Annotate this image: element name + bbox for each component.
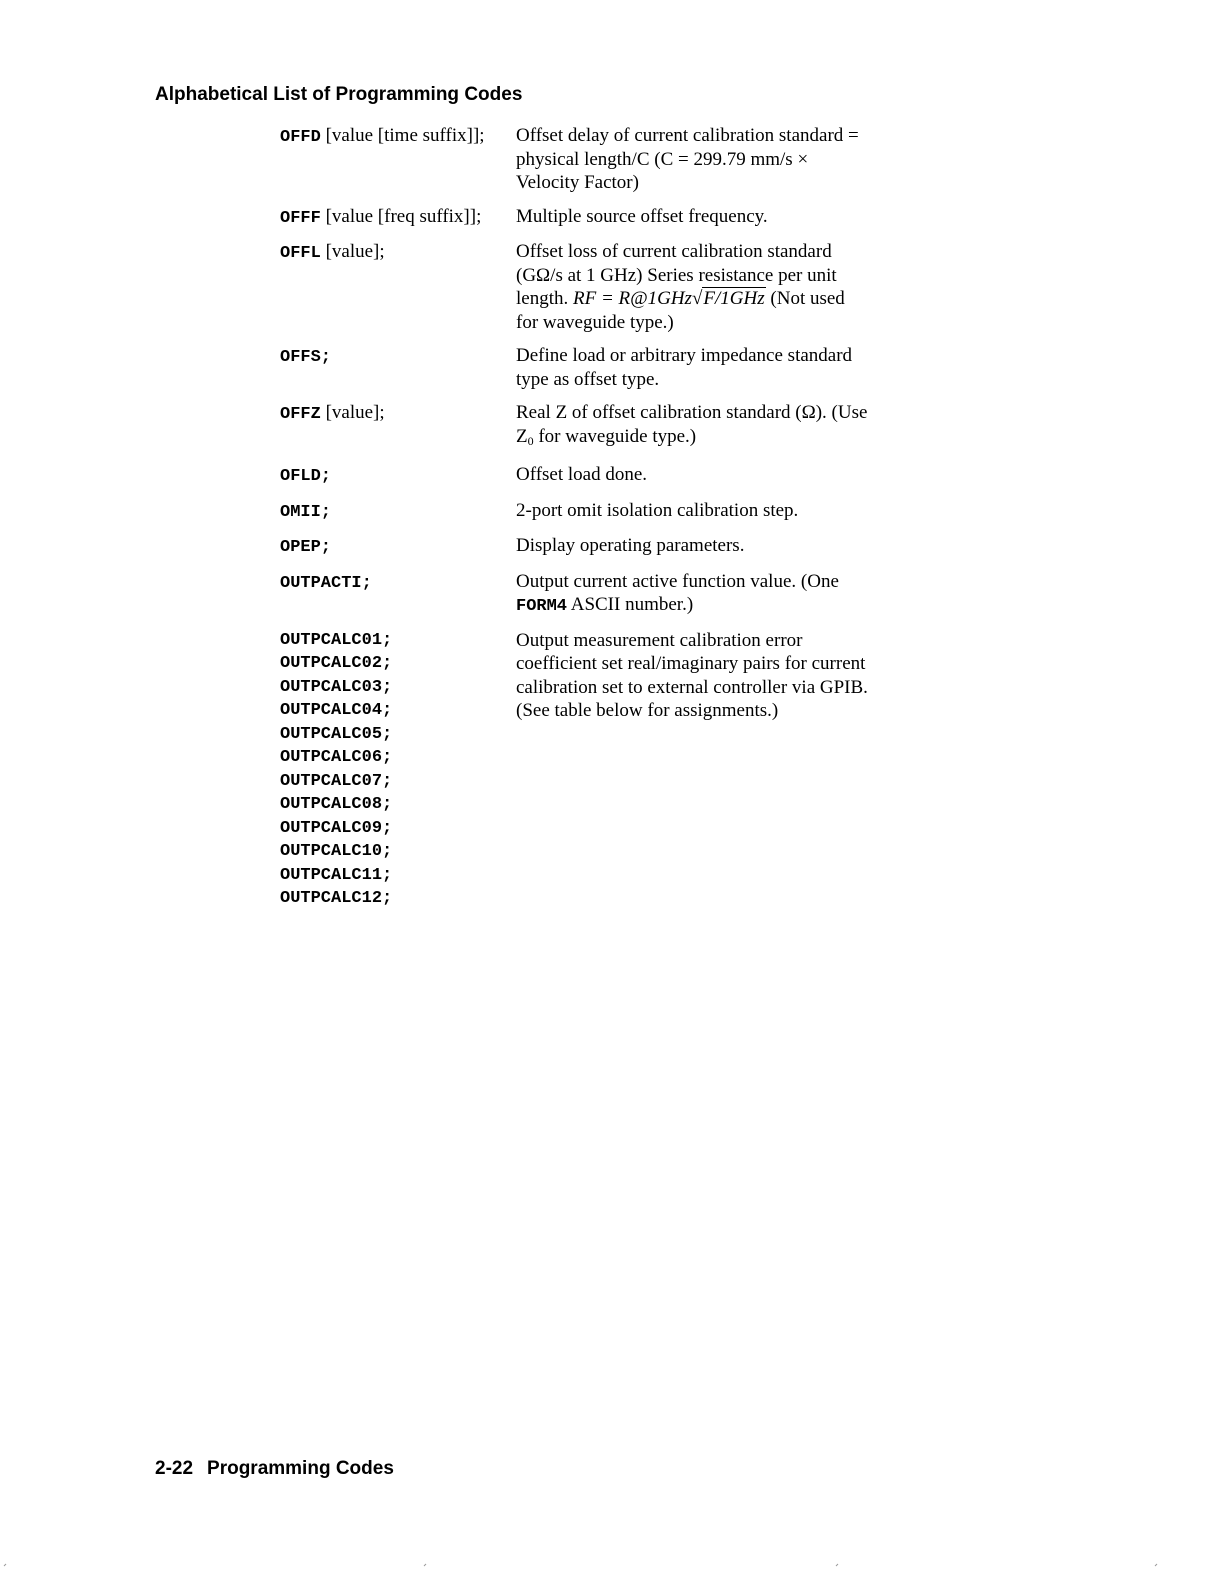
description-line: Offset load done. xyxy=(516,464,648,485)
entry-ofld xyxy=(280,463,930,489)
description-line-formula xyxy=(516,287,930,311)
entry-offz xyxy=(280,401,930,453)
code-name: OFFL xyxy=(280,244,321,263)
entry-description xyxy=(516,344,930,391)
entry-code xyxy=(280,570,516,619)
page-footer xyxy=(155,1458,394,1480)
programming-code-list xyxy=(280,124,930,921)
description-line: Display operating parameters. xyxy=(516,535,745,556)
code-name: OUTPCALC02; xyxy=(280,654,393,673)
entry-code-list xyxy=(280,629,516,911)
code-syntax: [value]; xyxy=(320,241,385,262)
entry-omii xyxy=(280,499,930,525)
entry-code xyxy=(280,344,516,391)
description-line: Output measurement calibration error xyxy=(516,629,803,651)
entry-code xyxy=(280,401,516,453)
code-name: OUTPCALC07; xyxy=(280,771,393,791)
code-name: OUTPCALC08; xyxy=(280,795,393,814)
code-syntax: [value]; xyxy=(320,402,385,423)
code-name: OUTPACTI; xyxy=(280,573,372,593)
description-line: physical length/C (C = 299.79 mm/s × xyxy=(516,148,809,170)
entry-description xyxy=(516,629,930,911)
footer-section-title: Programming Codes xyxy=(207,1458,394,1479)
formula-suffix: (Not used xyxy=(765,288,845,309)
entry-code xyxy=(280,124,516,195)
description-line: (GΩ/s at 1 GHz) Series resistance per unit xyxy=(516,264,837,286)
entry-offf xyxy=(280,205,930,231)
entry-opep xyxy=(280,534,930,560)
entry-offl xyxy=(280,240,930,334)
code-name: OUTPCALC04; xyxy=(280,701,393,720)
entry-outpcalc xyxy=(280,629,930,911)
entry-description xyxy=(516,240,930,334)
description-line: Define load or arbitrary impedance standard xyxy=(516,345,853,366)
entry-code xyxy=(280,499,516,525)
description-line: Real Z of offset calibration standard (Ω). (Use xyxy=(516,402,868,423)
description-line-code xyxy=(516,593,930,619)
description-line: Offset delay of current calibration standard = xyxy=(516,125,859,146)
code-name: OFFS; xyxy=(280,348,332,367)
formula-radicand: F/1GHz xyxy=(703,288,765,309)
square-root-icon: √ xyxy=(691,288,703,309)
description-line: 2-port omit isolation calibration step. xyxy=(516,499,799,521)
code-name: OUTPCALC05; xyxy=(280,724,393,744)
formula-prefix: length. xyxy=(516,288,573,309)
page-header-title: Alphabetical List of Programming Codes xyxy=(155,84,523,105)
inline-code: FORM4 xyxy=(516,597,568,616)
code-syntax: [value [time suffix]]; xyxy=(320,125,485,146)
description-line: Multiple source offset frequency. xyxy=(516,205,768,227)
page-number: 2-22 xyxy=(155,1458,194,1479)
code-name: OUTPCALC06; xyxy=(280,748,393,767)
description-line: Velocity Factor) xyxy=(516,172,639,193)
entry-code xyxy=(280,205,516,231)
code-name: OFLD; xyxy=(280,467,332,486)
entry-description xyxy=(516,499,930,525)
code-name: OPEP; xyxy=(280,538,332,557)
code-name: OUTPCALC03; xyxy=(280,677,393,697)
code-name: OFFD xyxy=(280,128,321,147)
code-name: OUTPCALC10; xyxy=(280,842,393,861)
entry-code xyxy=(280,240,516,334)
code-name: OFFF xyxy=(280,208,321,228)
entry-offs xyxy=(280,344,930,391)
entry-description xyxy=(516,401,930,453)
description-line: for waveguide type.) xyxy=(516,311,674,333)
description-line: Offset loss of current calibration standard xyxy=(516,241,832,262)
entry-description xyxy=(516,205,930,231)
entry-code xyxy=(280,463,516,489)
description-line: calibration set to external controller via GPIB. xyxy=(516,676,868,698)
code-syntax: [value [freq suffix]]; xyxy=(320,205,482,227)
code-name: OUTPCALC11; xyxy=(280,865,393,885)
subscript-zero: 0 xyxy=(527,433,534,448)
entry-description xyxy=(516,463,930,489)
entry-description xyxy=(516,534,930,560)
entry-outpacti xyxy=(280,570,930,619)
entry-code xyxy=(280,534,516,560)
entry-description xyxy=(516,124,930,195)
code-name: OFFZ xyxy=(280,405,321,424)
code-name: OUTPCALC09; xyxy=(280,818,393,838)
description-text: ASCII number.) xyxy=(567,594,694,615)
z-symbol: Z xyxy=(516,425,528,447)
description-line-subscript xyxy=(516,425,930,454)
description-line: type as offset type. xyxy=(516,368,660,390)
crop-marks xyxy=(0,1560,1225,1585)
description-line: coefficient set real/imaginary pairs for current xyxy=(516,653,866,674)
description-text: for waveguide type.) xyxy=(533,425,697,447)
formula-expression: RF = R@1GHz xyxy=(573,288,692,309)
description-line: (See table below for assignments.) xyxy=(516,700,779,721)
description-line: Output current active function value. (One xyxy=(516,570,839,592)
entry-offd xyxy=(280,124,930,195)
code-name: OUTPCALC01; xyxy=(280,630,393,650)
code-name: OUTPCALC12; xyxy=(280,889,393,908)
code-name: OMII; xyxy=(280,502,332,522)
entry-description xyxy=(516,570,930,619)
